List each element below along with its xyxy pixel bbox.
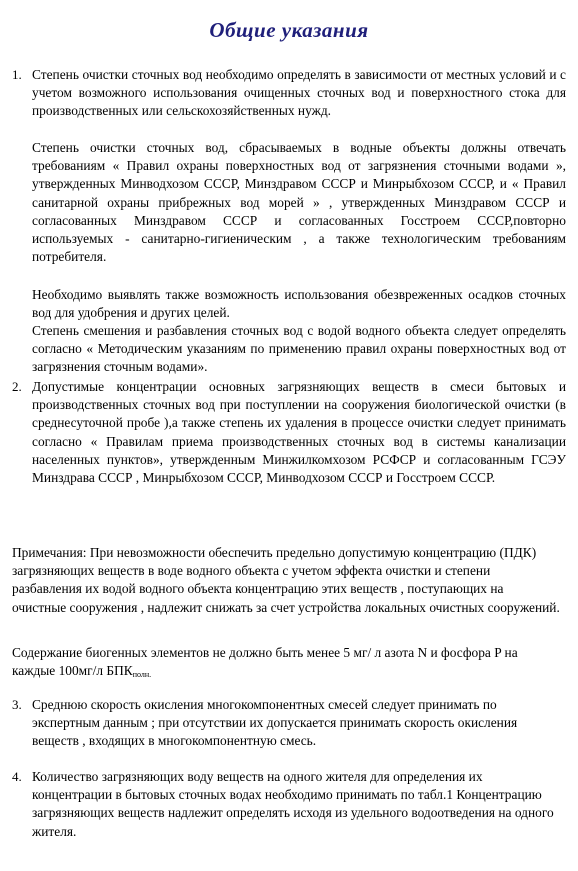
item-4-number: 4. <box>12 769 22 784</box>
item-1-paragraph-1: Степень очистки сточных вод необходимо определять в зависимости от местных условий и с учетом возможного использования очищенных сточных вод и поверхностного стока для производственных или сельскохозяйственных нужд. <box>32 67 566 119</box>
biogenic-paragraph <box>12 644 552 684</box>
item-2-paragraph: Допустимые концентрации основных загрязняющих веществ в смеси бытовых и производственных сточных вод при поступлении на сооружения биологической очистки (в среднесуточной пробе ),а также степень их удаления в процессе очистки следует принимать согласно « Правилам приема производственных сточных вод в системы канализации населенных пунктов», утвержденным Минжилкомхозом РСФСР и согласованным ГСЭУ Минздрава СССР , Минрыбхозом СССР, Минводхозом СССР и Госстроем СССР. <box>32 379 566 486</box>
biogenic-subscript: полн. <box>132 670 152 680</box>
item-3-number: 3. <box>12 697 22 712</box>
item-2-number: 2. <box>12 379 22 394</box>
item-3-paragraph: Среднюю скорость окисления многокомпонентных смесей следует принимать по экспертным данным ; при отсутствии их допускается принимать скорость окисления веществ , входящих в многокомпонентную смесь. <box>32 697 518 749</box>
note-paragraph: Примечания: При невозможности обеспечить предельно допустимую концентрацию (ПДК) загрязняющих веществ в воде водного объекта с учетом эффекта очистки и степени разбавления их водой водного объекта концентрацию этих веществ , поступающих на очистные сооружения , надлежит снижать за счет устройства локальных очистных сооружений. <box>12 545 560 615</box>
item-1-number: 1. <box>12 67 22 82</box>
item-1-paragraph-2: Степень очистки сточных вод, сбрасываемых в водные объекты должны отвечать требованиям « Правил охраны поверхностных вод от загрязнения сточными водами », утвержденных Минводхозом СССР, Минздравом СССР и Минрыбхозом СССР, и « Правил санитарной охраны прибрежных вод морей » , утвержденных Минздравом СССР и согласованных Минздравом СССР и согласованных Госстроем СССР,повторно используемых - санитарно-гигиеническим , а также технологическим требованиям потребителя. <box>32 140 566 265</box>
item-1-paragraph-4: Степень смешения и разбавления сточных вод с водой водного объекта следует определять согласно « Методическим указаниям по применению правил охраны поверхностных вод от загрязнения сточным водами». <box>32 323 566 375</box>
page-title: Общие указания <box>209 18 369 42</box>
item-4-paragraph: Количество загрязняющих воду веществ на одного жителя для определения их концентрации в бытовых сточных водах необходимо принимать по табл.1 Концентрацию загрязняющих веществ надлежит определять исходя из удельного водоотведения на одного жителя. <box>32 769 554 839</box>
biogenic-text: Содержание биогенных элементов не должно быть менее 5 мг/ л азота N и фосфора P на каждые 100мг/л БПК <box>12 645 518 679</box>
item-1-paragraph-3: Необходимо выявлять также возможность использования обезвреженных осадков сточных вод для удобрения и других целей. <box>32 287 566 321</box>
